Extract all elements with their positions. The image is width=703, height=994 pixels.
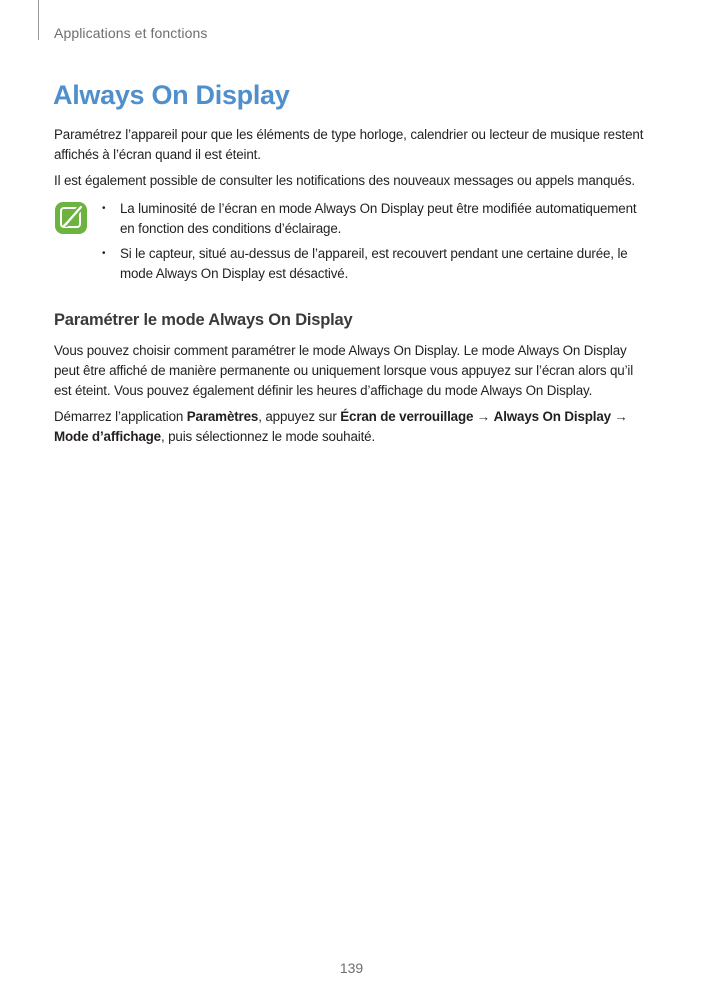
note-list [102,199,652,289]
section-body [54,341,654,453]
instruction-middle: , appuyez sur [258,409,341,424]
page-title: Always On Display [53,80,290,110]
note-item-text: Si le capteur, situé au-dessus de l’appareil, est recouvert pendant une certaine durée, le mode Always On Display est désactivé. [120,246,628,281]
instruction-paragraph [54,407,654,447]
section-paragraph: Vous pouvez choisir comment paramétrer le mode Always On Display. Le mode Always On Display peut être affiché de manière permanente ou uniquement lorsque vous appuyez sur l’écran alors qu’il est éteint. Vous pouvez également définir les heures d’affichage du mode Always On Display. [54,343,634,398]
intro-paragraph: Paramétrez l’appareil pour que les éléments de type horloge, calendrier ou lecteur de musique restent affichés à l’écran quand il est éteint. [54,127,644,162]
running-header: Applications et fonctions [54,25,208,41]
margin-rule [38,0,39,40]
note-item [102,244,652,284]
note-item-text: La luminosité de l’écran en mode Always On Display peut être modifiée automatiquement en fonction des conditions d’éclairage. [120,201,637,236]
bullet-icon: • [102,203,106,214]
note-pencil-icon [54,201,88,235]
arrow-icon: → [610,409,628,424]
bullet-icon: • [102,248,106,259]
note-item [102,199,652,239]
instruction-suffix: , puis sélectionnez le mode souhaité. [160,429,376,444]
page-number: 139 [339,960,364,976]
intro-paragraph: Il est également possible de consulter les notifications des nouveaux messages ou appels manqués. [54,173,635,188]
section-heading: Paramétrer le mode Always On Display [54,311,353,329]
menu-step-always-on-display: Always On Display [493,409,611,424]
menu-step-lock-screen: Écran de verrouillage [340,409,474,424]
menu-step-display-mode: Mode d’affichage [54,429,161,444]
intro-text [54,125,654,197]
app-name-settings: Paramètres [186,409,259,424]
arrow-icon: → [473,409,494,424]
instruction-prefix: Démarrez l’application [54,409,187,424]
